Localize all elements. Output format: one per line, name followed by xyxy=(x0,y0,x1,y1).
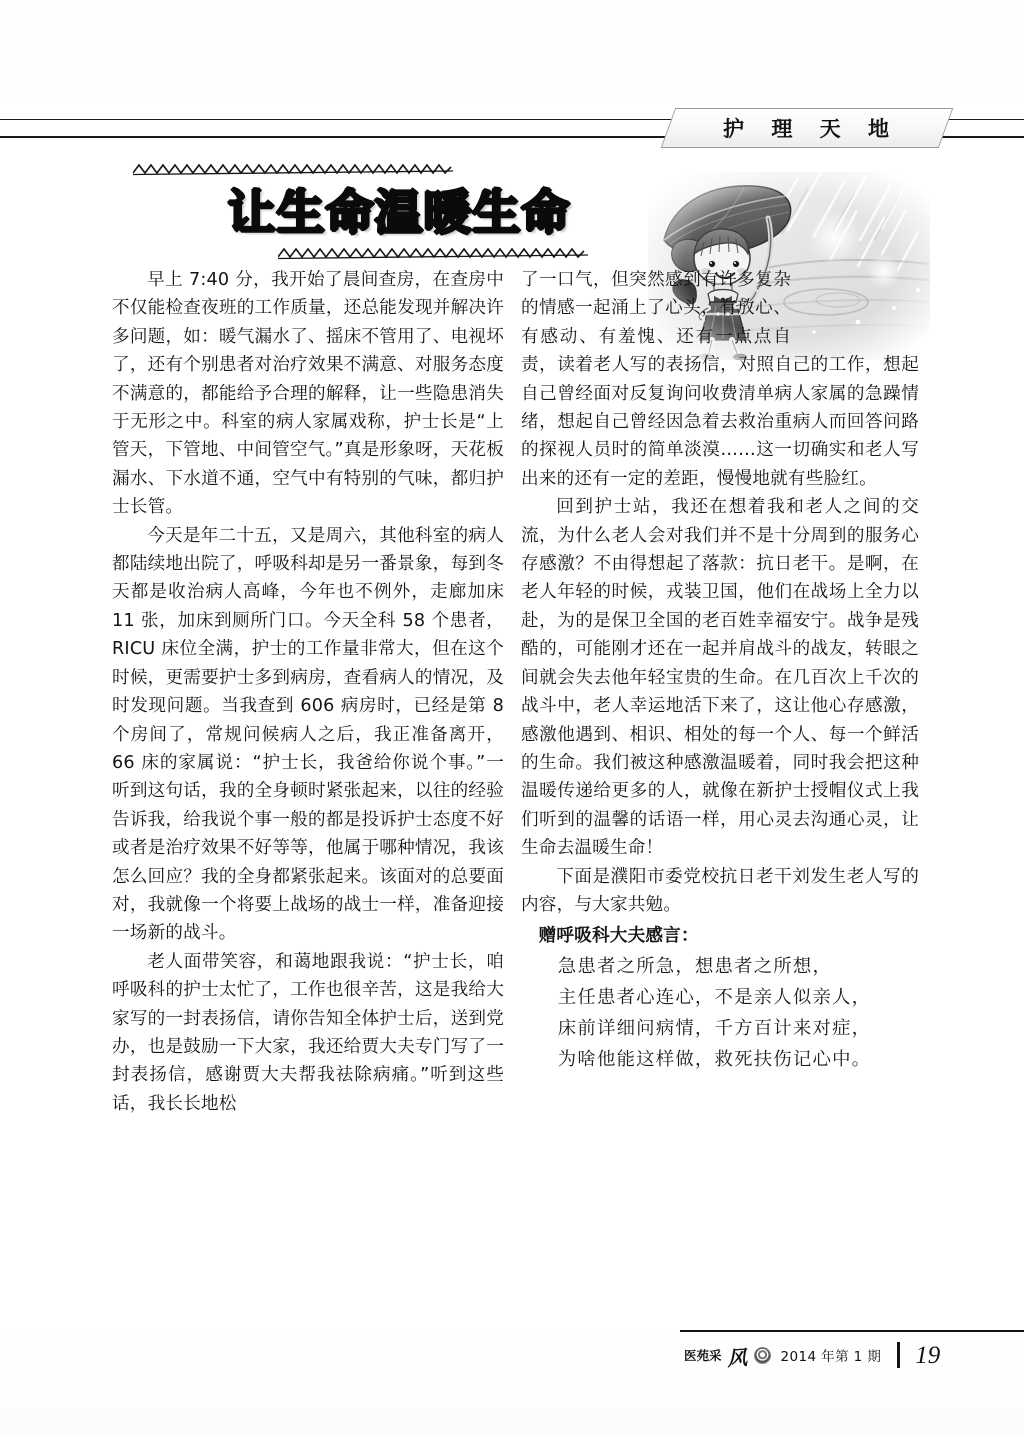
footer-rule xyxy=(680,1330,1024,1332)
poem-line: 为啥他能这样做，救死扶伤记心中。 xyxy=(557,1049,872,1070)
poem-block xyxy=(521,951,919,1075)
poem-line: 急患者之所急，想患者之所想， xyxy=(557,956,833,977)
page-footer xyxy=(684,1340,940,1370)
paragraph: 早上 7:40 分，我开始了晨间查房，在查房中不仅能检查夜班的工作质量，还总能发现并解决许多问题，如：暖气漏水了、摇床不管用了、电视坏了，还有个别患者对治疗效果不满意、对服务态度不满意的，都能给予合理的解释，让一些隐患消失于无形之中。科室的病人家属戏称，护士长是“上管天，下管地、中间管空气。”真是形象呀，天花板漏水、下水道不通，空气中有特别的气味，都归护士长管。 xyxy=(112,270,504,518)
paragraph-text: 了一口气，但突然感到有许多复杂的情感一起涌上了心头，有放心、有感动、有羞愧、还有一点点自责，读着老人写的表扬信，对照自己的工作，想起自己曾经面对反复询问收费清单病人家属的急躁情绪，想起自己曾经因急着去救治重病人而回答问路的探视人员时的简单淡漠……这一切确实和老人写出来的还有一定的差距，慢慢地就有些脸红。 xyxy=(521,270,919,489)
paragraph: 老人面带笑容，和蔼地跟我说：“护士长，咱呼吸科的护士太忙了，工作也很辛苦，这是我给大家写的一封表扬信，请你告知全体护士后，送到党办，也是鼓励一下大家，我还给贾大夫专门写了一封表扬信，感谢贾大夫帮我祛除病痛。”听到这些话，我长长地松 xyxy=(112,951,504,1114)
poem-line: 主任患者心连心，不是亲人似亲人， xyxy=(557,987,872,1008)
paragraph-continued xyxy=(521,266,919,493)
paragraph: 下面是濮阳市委党校抗日老干刘发生老人写的内容，与大家共勉。 xyxy=(521,866,919,915)
page-number: 19 xyxy=(915,1341,941,1369)
paragraph: 今天是年二十五，又是周六，其他科室的病人都陆续地出院了，呼吸科却是另一番景象，每到冬天都是收治病人高峰，今年也不例外，走廊加床 11 张，加床到厕所门口。今天全科 58 个患者，RICU 床位全满，护士的工作量非常大，但在这个时候，更需要护士多到病房，查看病人的情况，及时发现问题。当我查到 606 病房时，已经是第 8 个房间了，常规问候病人之后，我正准备离开，66 床的家属说：“护士长，我爸给你说个事。”一听到这句话，我的全身顿时紧张起来，以往的经验告诉我，给我说个事一般的都是投诉护士态度不好或者是治疗效果不好等等，他属于哪种情况，我该怎么回应？我的全身都紧张起来。该面对的总要面对，我就像一个将要上战场的战士一样，准备迎接一场新的战斗。 xyxy=(112,525,504,944)
paragraph: 回到护士站，我还在想着我和老人之间的交流，为什么老人会对我们并不是十分周到的服务心存感激？不由得想起了落款：抗日老干。是啊，在老人年轻的时候，戎装卫国，他们在战场上全力以赴，为的是保卫全国的老百姓幸福安宁。战争是残酷的，可能刚才还在一起并肩战斗的战友，转眼之间就会失去他年轻宝贵的生命。在几百次上千次的战斗中，老人幸运地活下来了，这让他心存感激，感激他遇到、相识、相处的每一个人、每一个鲜活的生命。我们被这种感激温暖着，同时我会把这种温暖传递给更多的人，就像在新护士授帽仪式上我们听到的温馨的话语一样，用心灵去沟通心灵，让生命去温暖生命！ xyxy=(521,497,919,859)
illustration-text-wrap-spacer xyxy=(791,266,919,350)
magazine-brand-label: 医苑采 xyxy=(684,1348,722,1363)
article-title-block xyxy=(133,162,588,262)
issue-label: 2014 年第 1 期 xyxy=(780,1349,882,1365)
magazine-seal-logo-icon xyxy=(754,1347,771,1364)
section-banner-title: 护 理 天 地 xyxy=(723,117,899,141)
page-title: 让生命温暖生命 xyxy=(227,186,571,241)
article-body-left-column xyxy=(112,266,504,1118)
magazine-brand-stylized-glyph: 风 xyxy=(725,1346,748,1371)
poem-heading: 赠呼吸科大夫感言： xyxy=(538,926,699,947)
article-body-right-column xyxy=(521,266,919,1075)
poem-line: 床前详细问病情，千方百计来对症， xyxy=(557,1018,872,1039)
footer-divider xyxy=(897,1342,900,1368)
zigzag-ornament-top-icon xyxy=(133,162,453,176)
zigzag-ornament-bottom-icon xyxy=(278,246,588,260)
